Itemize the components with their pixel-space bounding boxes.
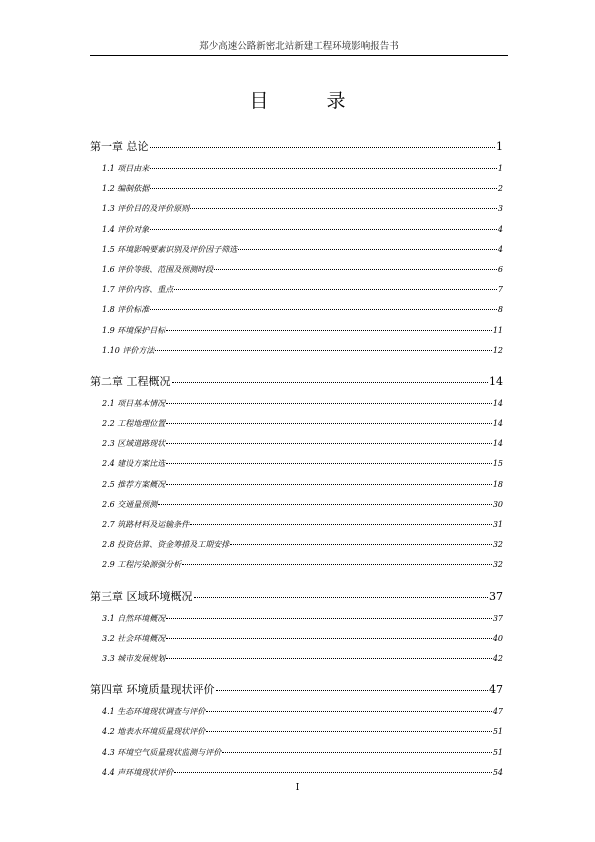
toc-chapter-entry-label: 第二章 工程概况 [90,374,171,388]
toc-section-entry-label: 1.6 评价等级、范围及预测时段 [102,264,214,274]
toc-section-entry-page-number: 30 [492,499,503,509]
toc-section-entry[interactable] [90,398,503,418]
dot-leader [190,524,492,525]
dot-leader [174,289,497,290]
toc-section-entry-page-number: 31 [492,520,503,529]
toc-section-entry-page-number: 42 [492,653,503,663]
toc-section-entry-page-number: 12 [492,345,503,355]
toc-section-entry-label: 4.2 地表水环境质量现状评价 [102,727,206,737]
toc-section-entry-page-number: 32 [492,540,503,550]
toc-section-entry-page-number: 14 [492,439,503,449]
toc-section-entry[interactable] [90,203,503,223]
dot-leader [166,330,492,331]
toc-chapter-entry[interactable] [90,375,503,398]
toc-section-entry[interactable] [90,559,503,579]
toc-chapter-entry-label: 第三章 区域环境概况 [90,589,193,603]
toc-section-entry-label: 1.9 环境保护目标 [102,325,166,335]
toc-section-entry[interactable] [90,747,503,767]
toc-section-entry[interactable] [90,264,503,284]
toc-section-entry[interactable] [90,224,503,244]
table-of-contents [90,140,503,787]
toc-section-entry-label: 2.9 工程污染源强分析 [102,560,182,570]
dot-leader [166,484,492,485]
toc-chapter-entry[interactable] [90,683,503,706]
toc-section-entry-label: 1.1 项目由来 [102,164,150,173]
dot-leader [166,638,492,639]
toc-section-entry-label: 2.4 建设方案比选 [102,459,166,469]
dot-leader [166,658,492,659]
toc-section-entry-label: 2.8 投资估算、资金筹措及工期安排 [102,540,230,550]
toc-section-entry[interactable] [90,345,503,365]
toc-chapter-entry-page-number: 1 [496,140,503,153]
toc-section-entry-page-number: 2 [497,184,503,194]
toc-section-entry-label: 2.6 交通量预测 [102,499,158,509]
dot-leader [206,731,492,732]
toc-section-entry-label: 1.3 评价目的及评价原则 [102,204,190,214]
toc-section-entry-label: 1.5 环境影响要素识别及评价因子筛选 [102,244,238,254]
toc-section-entry-label: 1.4 评价对象 [102,224,150,234]
dot-leader [182,564,492,565]
dot-leader [150,309,497,310]
dot-leader [150,188,497,189]
dot-leader [190,208,497,209]
toc-section-entry-page-number: 4 [497,244,503,254]
toc-chapter-entry[interactable] [90,140,503,163]
toc-chapter-entry-page-number: 47 [489,683,503,697]
toc-section-entry-label: 4.4 声环境现状评价 [102,767,174,777]
toc-section-entry[interactable] [90,519,503,539]
dot-leader [155,350,491,351]
toc-section-entry-page-number: 51 [492,747,503,757]
toc-section-entry-label: 1.10 评价方法 [102,345,155,355]
toc-section-entry-label: 1.2 编制依据 [102,184,150,194]
dot-leader [166,423,492,424]
toc-section-entry-label: 4.3 环境空气质量现状监测与评价 [102,747,222,757]
toc-section-entry-label: 1.7 评价内容、重点 [102,285,174,295]
toc-section-entry-page-number: 14 [492,419,503,429]
toc-section-entry-page-number: 32 [492,560,503,570]
dot-leader [172,382,489,383]
toc-section-entry-page-number: 37 [492,613,503,623]
toc-section-entry[interactable] [90,539,503,559]
dot-leader [238,249,497,250]
toc-section-entry-label: 3.1 自然环境概况 [102,613,166,623]
toc-section-entry[interactable] [90,706,503,726]
toc-section-entry-page-number: 3 [497,204,503,214]
page-title: 目 录 [249,90,372,112]
toc-section-entry-label: 2.5 推荐方案概况 [102,479,166,489]
toc-section-entry-page-number: 6 [497,264,503,274]
dot-leader [166,403,492,404]
toc-chapter-entry-label: 第四章 环境质量现状评价 [90,683,215,697]
dot-leader [150,147,496,148]
toc-section-entry-page-number: 40 [492,633,503,643]
toc-section-entry-page-number: 15 [492,459,503,469]
toc-section-entry[interactable] [90,304,503,324]
toc-section-entry-page-number: 4 [497,224,503,234]
toc-section-entry[interactable] [90,458,503,478]
toc-chapter-entry-page-number: 37 [489,589,503,603]
dot-leader [216,690,489,691]
running-header: 郑少高速公路新密北站新建工程环境影响报告书 [90,40,508,56]
toc-section-entry-page-number: 18 [492,479,503,489]
toc-section-entry[interactable] [90,244,503,264]
dot-leader [222,752,492,753]
dot-leader [230,544,492,545]
toc-section-entry[interactable] [90,418,503,438]
toc-section-entry[interactable] [90,499,503,519]
toc-section-entry-label: 2.7 筑路材料及运输条件 [102,520,190,529]
dot-leader [166,618,492,619]
toc-section-entry-page-number: 7 [497,285,503,295]
toc-chapter-entry[interactable] [90,590,503,613]
toc-section-entry-page-number: 51 [492,727,503,737]
toc-section-entry-page-number: 8 [497,305,503,315]
toc-section-entry[interactable] [90,325,503,345]
toc-section-entry[interactable] [90,613,503,633]
toc-section-entry-label: 3.3 城市发展规划 [102,653,166,663]
toc-section-entry-label: 1.8 评价标准 [102,305,150,315]
page-number: I [295,783,300,793]
dot-leader [150,229,497,230]
toc-chapter-entry-label: 第一章 总论 [90,140,149,153]
toc-section-entry-page-number: 14 [492,398,503,408]
toc-section-entry[interactable] [90,284,503,304]
dot-leader [166,443,492,444]
toc-section-entry-page-number: 11 [492,325,503,335]
toc-section-entry-label: 3.2 社会环境概况 [102,633,166,643]
toc-section-entry-page-number: 47 [492,707,503,717]
toc-section-entry[interactable] [90,163,503,183]
toc-section-entry[interactable] [90,479,503,499]
toc-section-entry[interactable] [90,726,503,746]
toc-section-entry-label: 2.3 区域道路现状 [102,439,166,449]
toc-section-entry-label: 2.2 工程地理位置 [102,419,166,429]
dot-leader [174,772,492,773]
toc-section-entry-page-number: 1 [497,164,503,173]
dot-leader [166,463,492,464]
toc-section-entry-page-number: 54 [492,767,503,777]
toc-section-entry[interactable] [90,633,503,653]
dot-leader [206,711,492,712]
toc-section-entry[interactable] [90,438,503,458]
toc-section-entry-label: 2.1 项目基本情况 [102,398,166,408]
toc-section-entry-label: 4.1 生态环境现状调查与评价 [102,707,206,717]
dot-leader [150,168,497,169]
dot-leader [194,597,489,598]
toc-section-entry[interactable] [90,183,503,203]
dot-leader [158,504,492,505]
toc-section-entry[interactable] [90,653,503,673]
dot-leader [214,269,497,270]
toc-chapter-entry-page-number: 14 [489,374,503,388]
